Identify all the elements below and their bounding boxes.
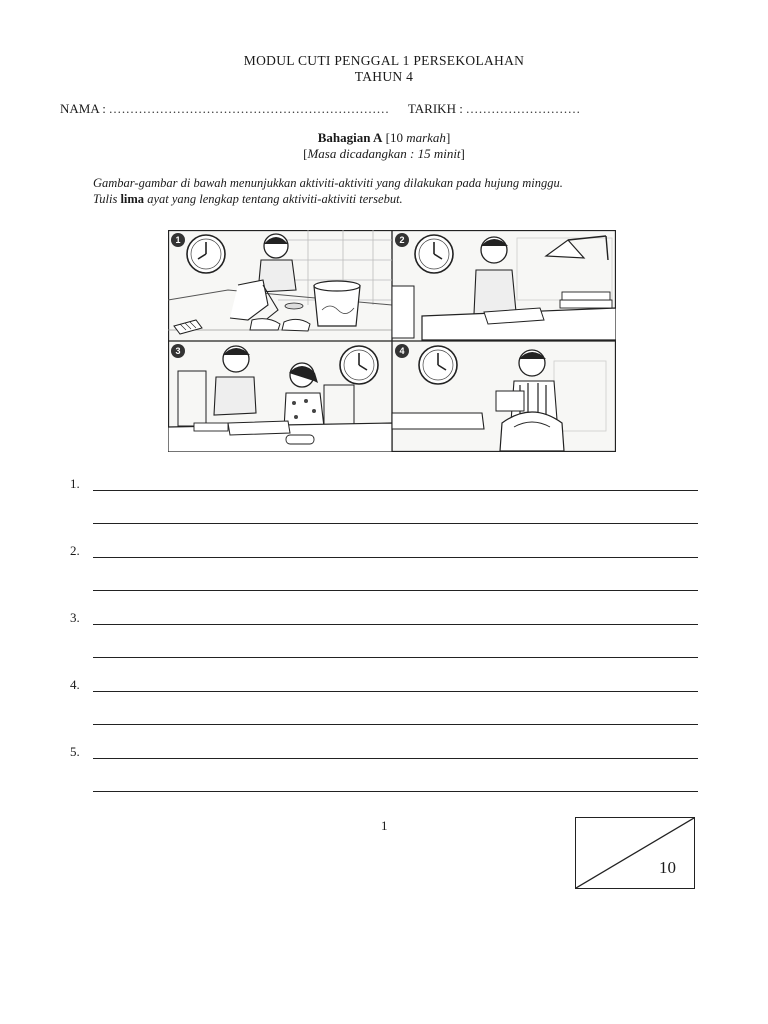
answer-line-5b[interactable]: [93, 791, 698, 792]
instruction-line-2: Tulis lima ayat yang lengkap tentang aktiviti-aktiviti tersebut.: [93, 192, 403, 206]
activity-picture: [168, 230, 616, 452]
panel-1-number: 1: [175, 235, 181, 245]
page-number: 1: [381, 818, 388, 833]
suggested-time: [Masa dicadangkan : 15 minit]: [303, 146, 465, 161]
answer-line-4a[interactable]: [93, 691, 698, 692]
name-date-row: [60, 101, 581, 117]
section-marks-word: markah: [406, 130, 446, 145]
answer-line-2a[interactable]: [93, 557, 698, 558]
question-number-2: 2.: [70, 543, 80, 558]
panel-4-number: 4: [399, 346, 405, 356]
name-field[interactable]: ..................................................................: [109, 101, 390, 116]
module-title: MODUL CUTI PENGGAL 1 PERSEKOLAHAN: [243, 53, 525, 68]
answer-line-3b[interactable]: [93, 657, 698, 658]
section-marks-number: 10: [389, 130, 403, 145]
question-number-3: 3.: [70, 610, 80, 625]
answer-line-3a[interactable]: [93, 624, 698, 625]
date-label: TARIKH :: [407, 101, 463, 116]
section-name: Bahagian A: [317, 130, 383, 145]
date-field[interactable]: ...........................: [466, 101, 581, 116]
score-box-diagonal: [576, 818, 694, 888]
instruction-emphasis: lima: [120, 192, 145, 206]
suggested-time-text: Masa dicadangkan : 15 minit: [307, 146, 461, 161]
question-number-5: 5.: [70, 744, 80, 759]
answer-line-1b[interactable]: [93, 523, 698, 524]
section-heading: Bahagian A [10 markah]: [317, 130, 451, 145]
question-number-1: 1.: [70, 476, 80, 491]
answer-line-4b[interactable]: [93, 724, 698, 725]
question-number-4: 4.: [70, 677, 80, 692]
name-label: NAMA :: [60, 101, 106, 116]
total-score: 10: [659, 858, 676, 877]
panel-3-number: 3: [175, 346, 181, 356]
panel-2-number: 2: [399, 235, 405, 245]
year-label: TAHUN 4: [354, 69, 414, 84]
activity-illustration: [168, 230, 616, 452]
score-box: [575, 817, 695, 889]
answer-line-5a[interactable]: [93, 758, 698, 759]
answer-line-2b[interactable]: [93, 590, 698, 591]
instruction-line-1: Gambar-gambar di bawah menunjukkan aktiviti-aktiviti yang dilakukan pada hujung minggu.: [93, 176, 563, 190]
answer-line-1a[interactable]: [93, 490, 698, 491]
